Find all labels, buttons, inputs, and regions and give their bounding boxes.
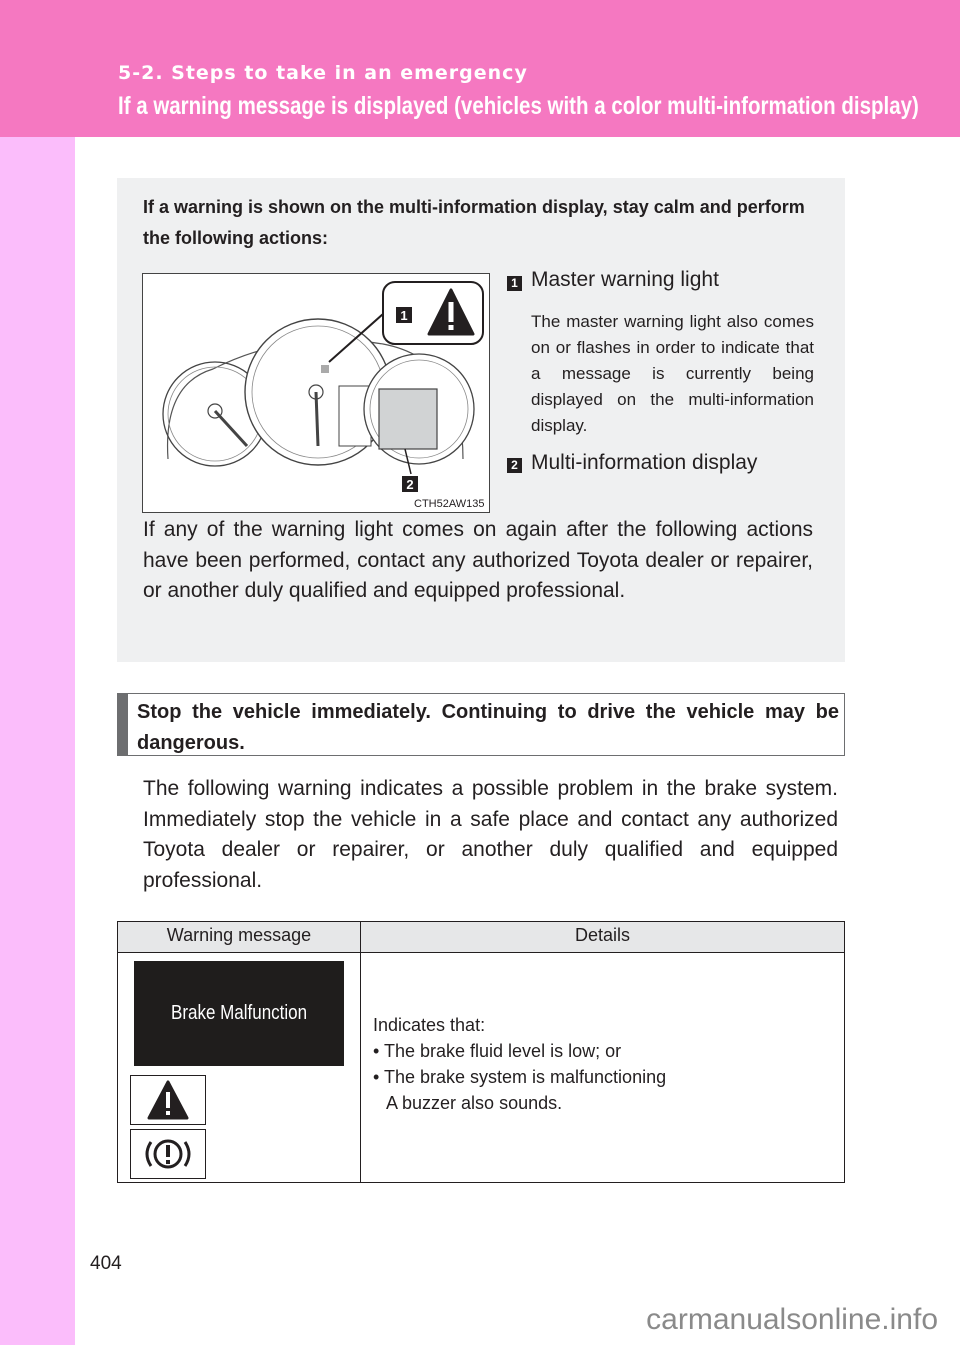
image-code: CTH52AW135 bbox=[414, 498, 485, 510]
callout-title-master-warning: Master warning light bbox=[531, 268, 719, 291]
callout-title-multi-information-display: Multi-information display bbox=[531, 451, 758, 474]
warning-table bbox=[117, 921, 845, 1183]
body-text: The following warning indicates a possible problem in the brake system. Immediately stop the vehicle in a safe place and contact any authorized Toyota dealer or repairer, or another duly qualified and equipped professional. bbox=[143, 777, 838, 892]
details-text bbox=[373, 1012, 833, 1116]
intro-text: If a warning is shown on the multi-information display, stay calm and perform the following actions: bbox=[143, 197, 805, 248]
callout-description-master-warning: The master warning light also comes on or flashes in order to indicate that a message is currently being displayed on the multi-information display. bbox=[531, 312, 814, 435]
details-line: A buzzer also sounds. bbox=[386, 1093, 563, 1113]
details-line: • The brake fluid level is low; or bbox=[373, 1041, 622, 1061]
callout-number-1: 1 bbox=[507, 276, 522, 291]
followup-text: If any of the warning light comes on again after the following actions have been performed, contact any authorized Toyota dealer or repairer, or another duly qualified and equipped professional. bbox=[143, 518, 813, 602]
instrument-cluster-illustration bbox=[143, 274, 489, 512]
svg-text:2: 2 bbox=[406, 477, 414, 492]
page-number: 404 bbox=[90, 1253, 122, 1274]
stop-notice-text: Stop the vehicle immediately. Continuing to drive the vehicle may be dangerous. bbox=[137, 701, 839, 754]
column-divider bbox=[360, 922, 361, 1182]
header-warning-message: Warning message bbox=[166, 925, 312, 945]
section-label: 5-2. Steps to take in an emergency bbox=[118, 62, 528, 84]
details-line: Indicates that: bbox=[373, 1015, 486, 1035]
instrument-cluster-diagram bbox=[142, 273, 490, 513]
watermark: carmanualsonline.info bbox=[646, 1303, 938, 1336]
warning-triangle-icon bbox=[130, 1075, 206, 1125]
table-header-row bbox=[118, 922, 844, 953]
svg-text:1: 1 bbox=[400, 308, 408, 323]
callout-number-2: 2 bbox=[507, 458, 522, 473]
details-line: • The brake system is malfunctioning bbox=[373, 1067, 667, 1087]
brake-warning-icon bbox=[130, 1129, 206, 1179]
stop-notice-bar bbox=[118, 694, 128, 755]
brake-malfunction-text: Brake Malfunction bbox=[170, 1002, 308, 1024]
header-details: Details bbox=[574, 925, 631, 945]
stop-notice bbox=[117, 693, 845, 756]
page-header bbox=[0, 0, 960, 137]
page-title: If a warning message is displayed (vehicles with a color multi-information display) bbox=[118, 92, 919, 120]
brake-malfunction-screen bbox=[134, 961, 344, 1066]
side-strip bbox=[0, 0, 75, 1345]
